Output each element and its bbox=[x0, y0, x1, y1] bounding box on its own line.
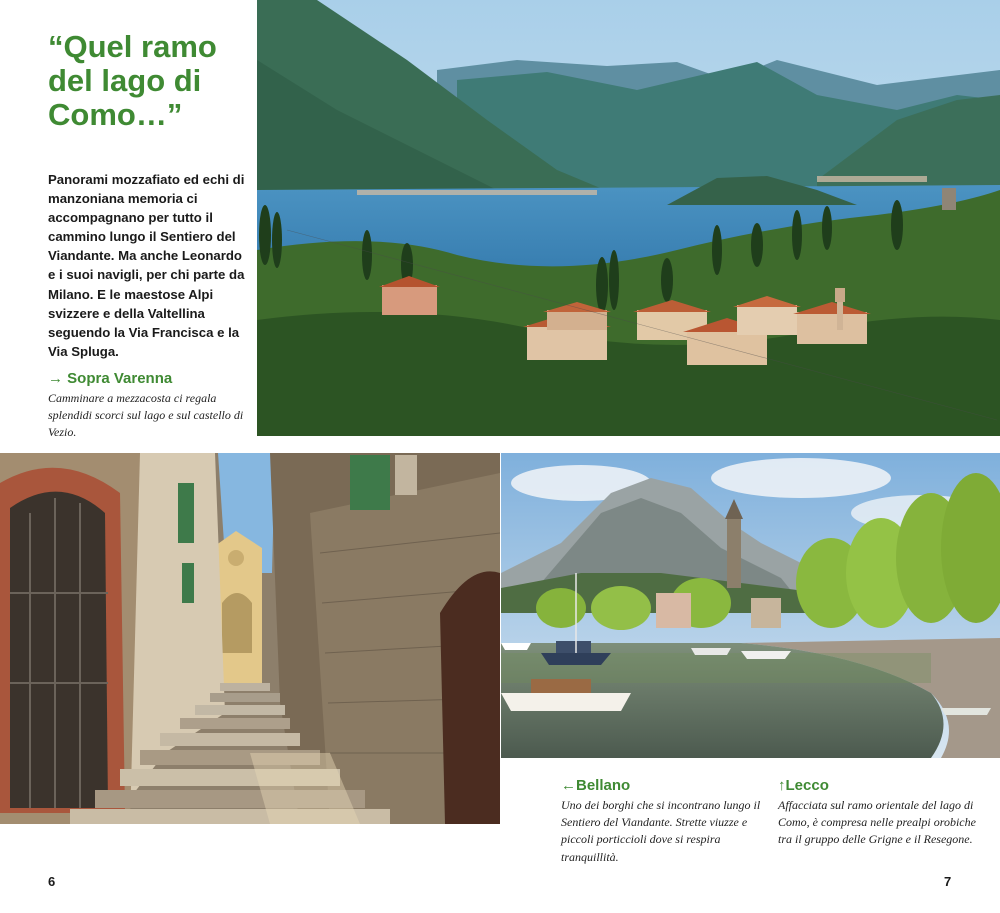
caption-bellano-title: Bellano bbox=[576, 777, 631, 794]
page-number-right: 7 bbox=[944, 874, 952, 889]
photo-bellano-stairs bbox=[0, 453, 500, 824]
caption-lecco-text: Affacciata sul ramo orientale del lago di Como, è compresa nelle prealpi orobiche tra il gruppo delle Grigne e il Resegone. bbox=[778, 798, 976, 847]
photo-varenna-lake bbox=[257, 0, 1000, 436]
caption-lecco-title: Lecco bbox=[785, 777, 829, 794]
caption-lecco bbox=[778, 777, 978, 849]
intro-paragraph: Panorami mozzafiato ed echi di manzoniana memoria ci accompagnano per tutto il cammino lungo il Sentiero del Viandante. Ma anche Leonardo e i suoi navigli, per chi parte da Milano. E le maestose Alpi svizzere e della Valtellina seguendo la Via Francisca e la Via Spluga. bbox=[48, 172, 245, 359]
caption-bellano-text: Uno dei borghi che si incontrano lungo il Sentiero del Viandante. Strette viuzze e piccoli porticcioli dove si respira tranquillità. bbox=[561, 798, 761, 864]
arrow-left-icon: ← bbox=[561, 777, 576, 794]
caption-varenna-title: Sopra Varenna bbox=[67, 370, 173, 387]
photo-lecco-harbour bbox=[501, 453, 1000, 758]
caption-lecco-heading bbox=[778, 777, 978, 795]
caption-varenna-heading bbox=[48, 370, 253, 388]
caption-varenna bbox=[48, 370, 253, 442]
arrow-up-icon: ↑ bbox=[778, 777, 786, 794]
arrow-right-icon: → bbox=[48, 370, 63, 387]
page-title: “Quel ramo del lago di Como…” bbox=[48, 29, 217, 132]
page-number-left: 6 bbox=[48, 874, 56, 889]
caption-bellano-heading bbox=[561, 777, 761, 795]
caption-varenna-text: Camminare a mezzacosta ci regala splendidi scorci sul lago e sul castello di Vezio. bbox=[48, 391, 244, 440]
caption-bellano bbox=[561, 777, 761, 866]
